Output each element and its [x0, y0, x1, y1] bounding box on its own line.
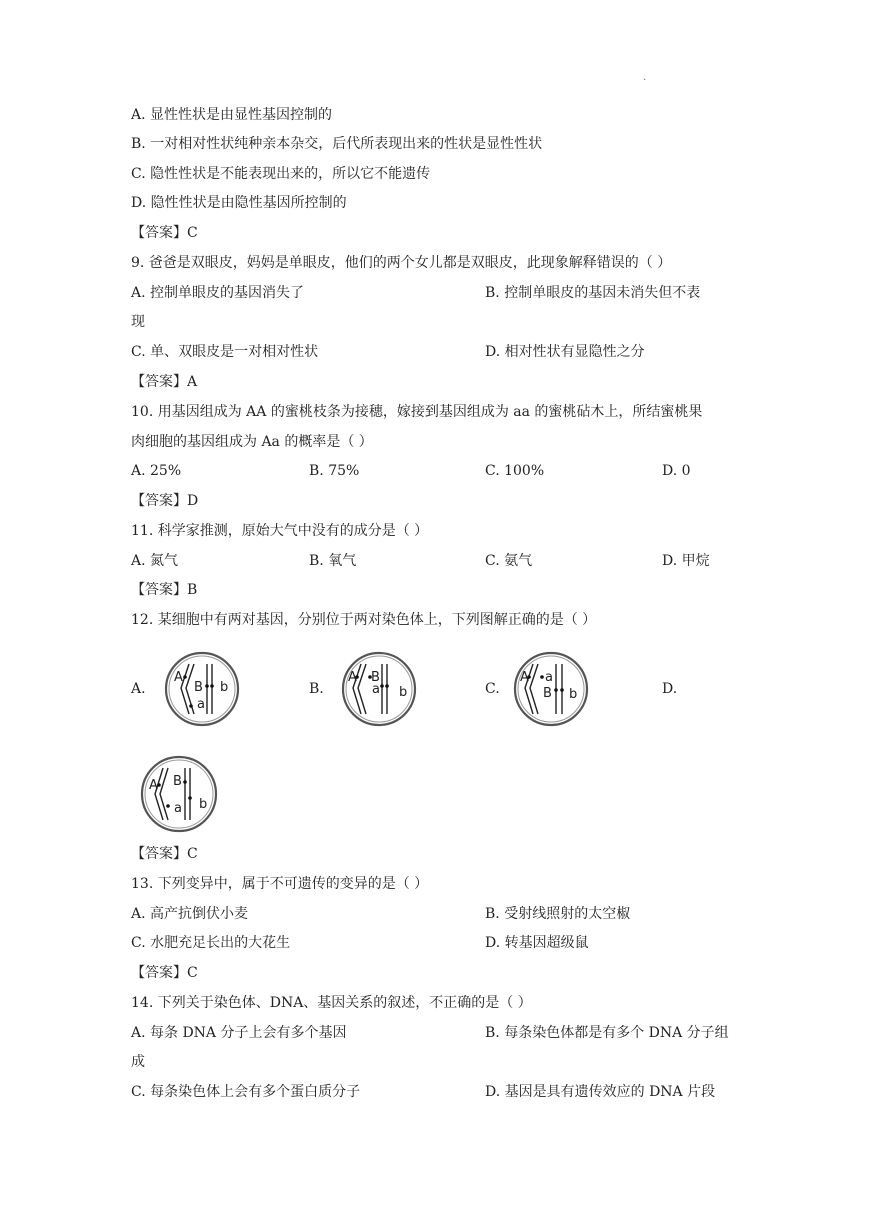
q10-option-c: C. 100% [485, 463, 545, 479]
q11-stem: 11. 科学家推测，原始大气中没有的成分是（ ） [131, 523, 429, 539]
q13-option-c: C. 水肥充足长出的大花生 [131, 935, 291, 951]
q8-option-b: B. 一对相对性状纯种亲本杂交，后代所表现出来的性状是显性性状 [131, 136, 543, 152]
gene-label-A: A [348, 670, 357, 685]
q13-option-a: A. 高产抗倒伏小麦 [131, 906, 249, 922]
gene-label-b: b [220, 680, 229, 695]
q10-stem-line1: 10. 用基因组成为 AA 的蜜桃枝条为接穗，嫁接到基因组成为 aa 的蜜桃砧木上，所结蜜桃果 [131, 404, 703, 420]
q10-option-b: B. 75% [309, 463, 360, 479]
q13-option-b: B. 受射线照射的太空椒 [485, 906, 631, 922]
gene-label-a: a [372, 682, 380, 697]
q12-option-a: A. [131, 681, 146, 697]
q12-figure-c [512, 650, 590, 728]
q11-option-d: D. 甲烷 [662, 553, 710, 569]
q14-stem: 14. 下列关于染色体、DNA、基因关系的叙述，不正确的是（ ） [131, 995, 532, 1011]
q10-stem-line2: 肉细胞的基因组成为 Aa 的概率是（ ） [131, 434, 373, 450]
q13-option-d: D. 转基因超级鼠 [485, 935, 589, 951]
q14-option-d: D. 基因是具有遗传效应的 DNA 片段 [485, 1084, 716, 1100]
gene-label-a: a [174, 801, 182, 816]
gene-label-b: b [199, 797, 208, 812]
q12-option-d: D. [662, 681, 678, 697]
gene-label-a: a [197, 697, 205, 712]
q12-option-c: C. [485, 681, 500, 697]
q9-option-b-continued: 现 [131, 314, 145, 330]
gene-label-b: b [569, 687, 578, 702]
gene-label-B: B [194, 680, 203, 695]
gene-label-A: A [174, 670, 183, 685]
q11-option-a: A. 氮气 [131, 553, 179, 569]
gene-label-A: A [149, 778, 158, 793]
q9-option-b: B. 控制单眼皮的基因未消失但不表 [485, 285, 701, 301]
q11-answer: 【答案】B [131, 582, 198, 598]
q13-stem: 13. 下列变异中，属于不可遗传的变异的是（ ） [131, 876, 429, 892]
gene-label-b: b [399, 685, 408, 700]
q9-option-a: A. 控制单眼皮的基因消失了 [131, 285, 305, 301]
gene-label-A: A [520, 670, 529, 685]
q8-answer: 【答案】C [131, 225, 198, 241]
q12-figure-b [340, 650, 418, 728]
q14-option-c: C. 每条染色体上会有多个蛋白质分子 [131, 1084, 361, 1100]
q11-option-c: C. 氨气 [485, 553, 533, 569]
q10-answer: 【答案】D [131, 493, 199, 509]
gene-label-a: a [545, 670, 553, 685]
q8-option-a: A. 显性性状是由显性基因控制的 [131, 107, 333, 123]
q10-option-d: D. 0 [662, 463, 691, 479]
q8-option-c: C. 隐性性状是不能表现出来的，所以它不能遗传 [131, 166, 431, 182]
gene-label-B: B [543, 686, 552, 701]
q9-option-d: D. 相对性状有显隐性之分 [485, 344, 645, 360]
q9-stem: 9. 爸爸是双眼皮，妈妈是单眼皮，他们的两个女儿都是双眼皮，此现象解释错误的（ ） [131, 255, 672, 271]
gene-label-B: B [371, 670, 380, 685]
q14-option-a: A. 每条 DNA 分子上会有多个基因 [131, 1025, 347, 1041]
q9-answer: 【答案】A [131, 374, 198, 390]
q13-answer: 【答案】C [131, 965, 198, 981]
q9-option-c: C. 单、双眼皮是一对相对性状 [131, 344, 319, 360]
q14-option-b-continued: 成 [131, 1054, 145, 1070]
q12-stem: 12. 某细胞中有两对基因，分别位于两对染色体上，下列图解正确的是（ ） [131, 612, 597, 628]
header-mark: . [643, 72, 647, 83]
gene-label-B: B [173, 774, 182, 789]
q8-option-d: D. 隐性性状是由隐性基因所控制的 [131, 195, 347, 211]
q11-option-b: B. 氧气 [309, 553, 357, 569]
q12-figure-d [139, 754, 219, 834]
q10-option-a: A. 25% [131, 463, 182, 479]
q14-option-b: B. 每条染色体都是有多个 DNA 分子组 [485, 1025, 729, 1041]
q12-option-b: B. [309, 681, 324, 697]
q12-figure-a [163, 650, 241, 728]
q12-answer: 【答案】C [131, 846, 198, 862]
